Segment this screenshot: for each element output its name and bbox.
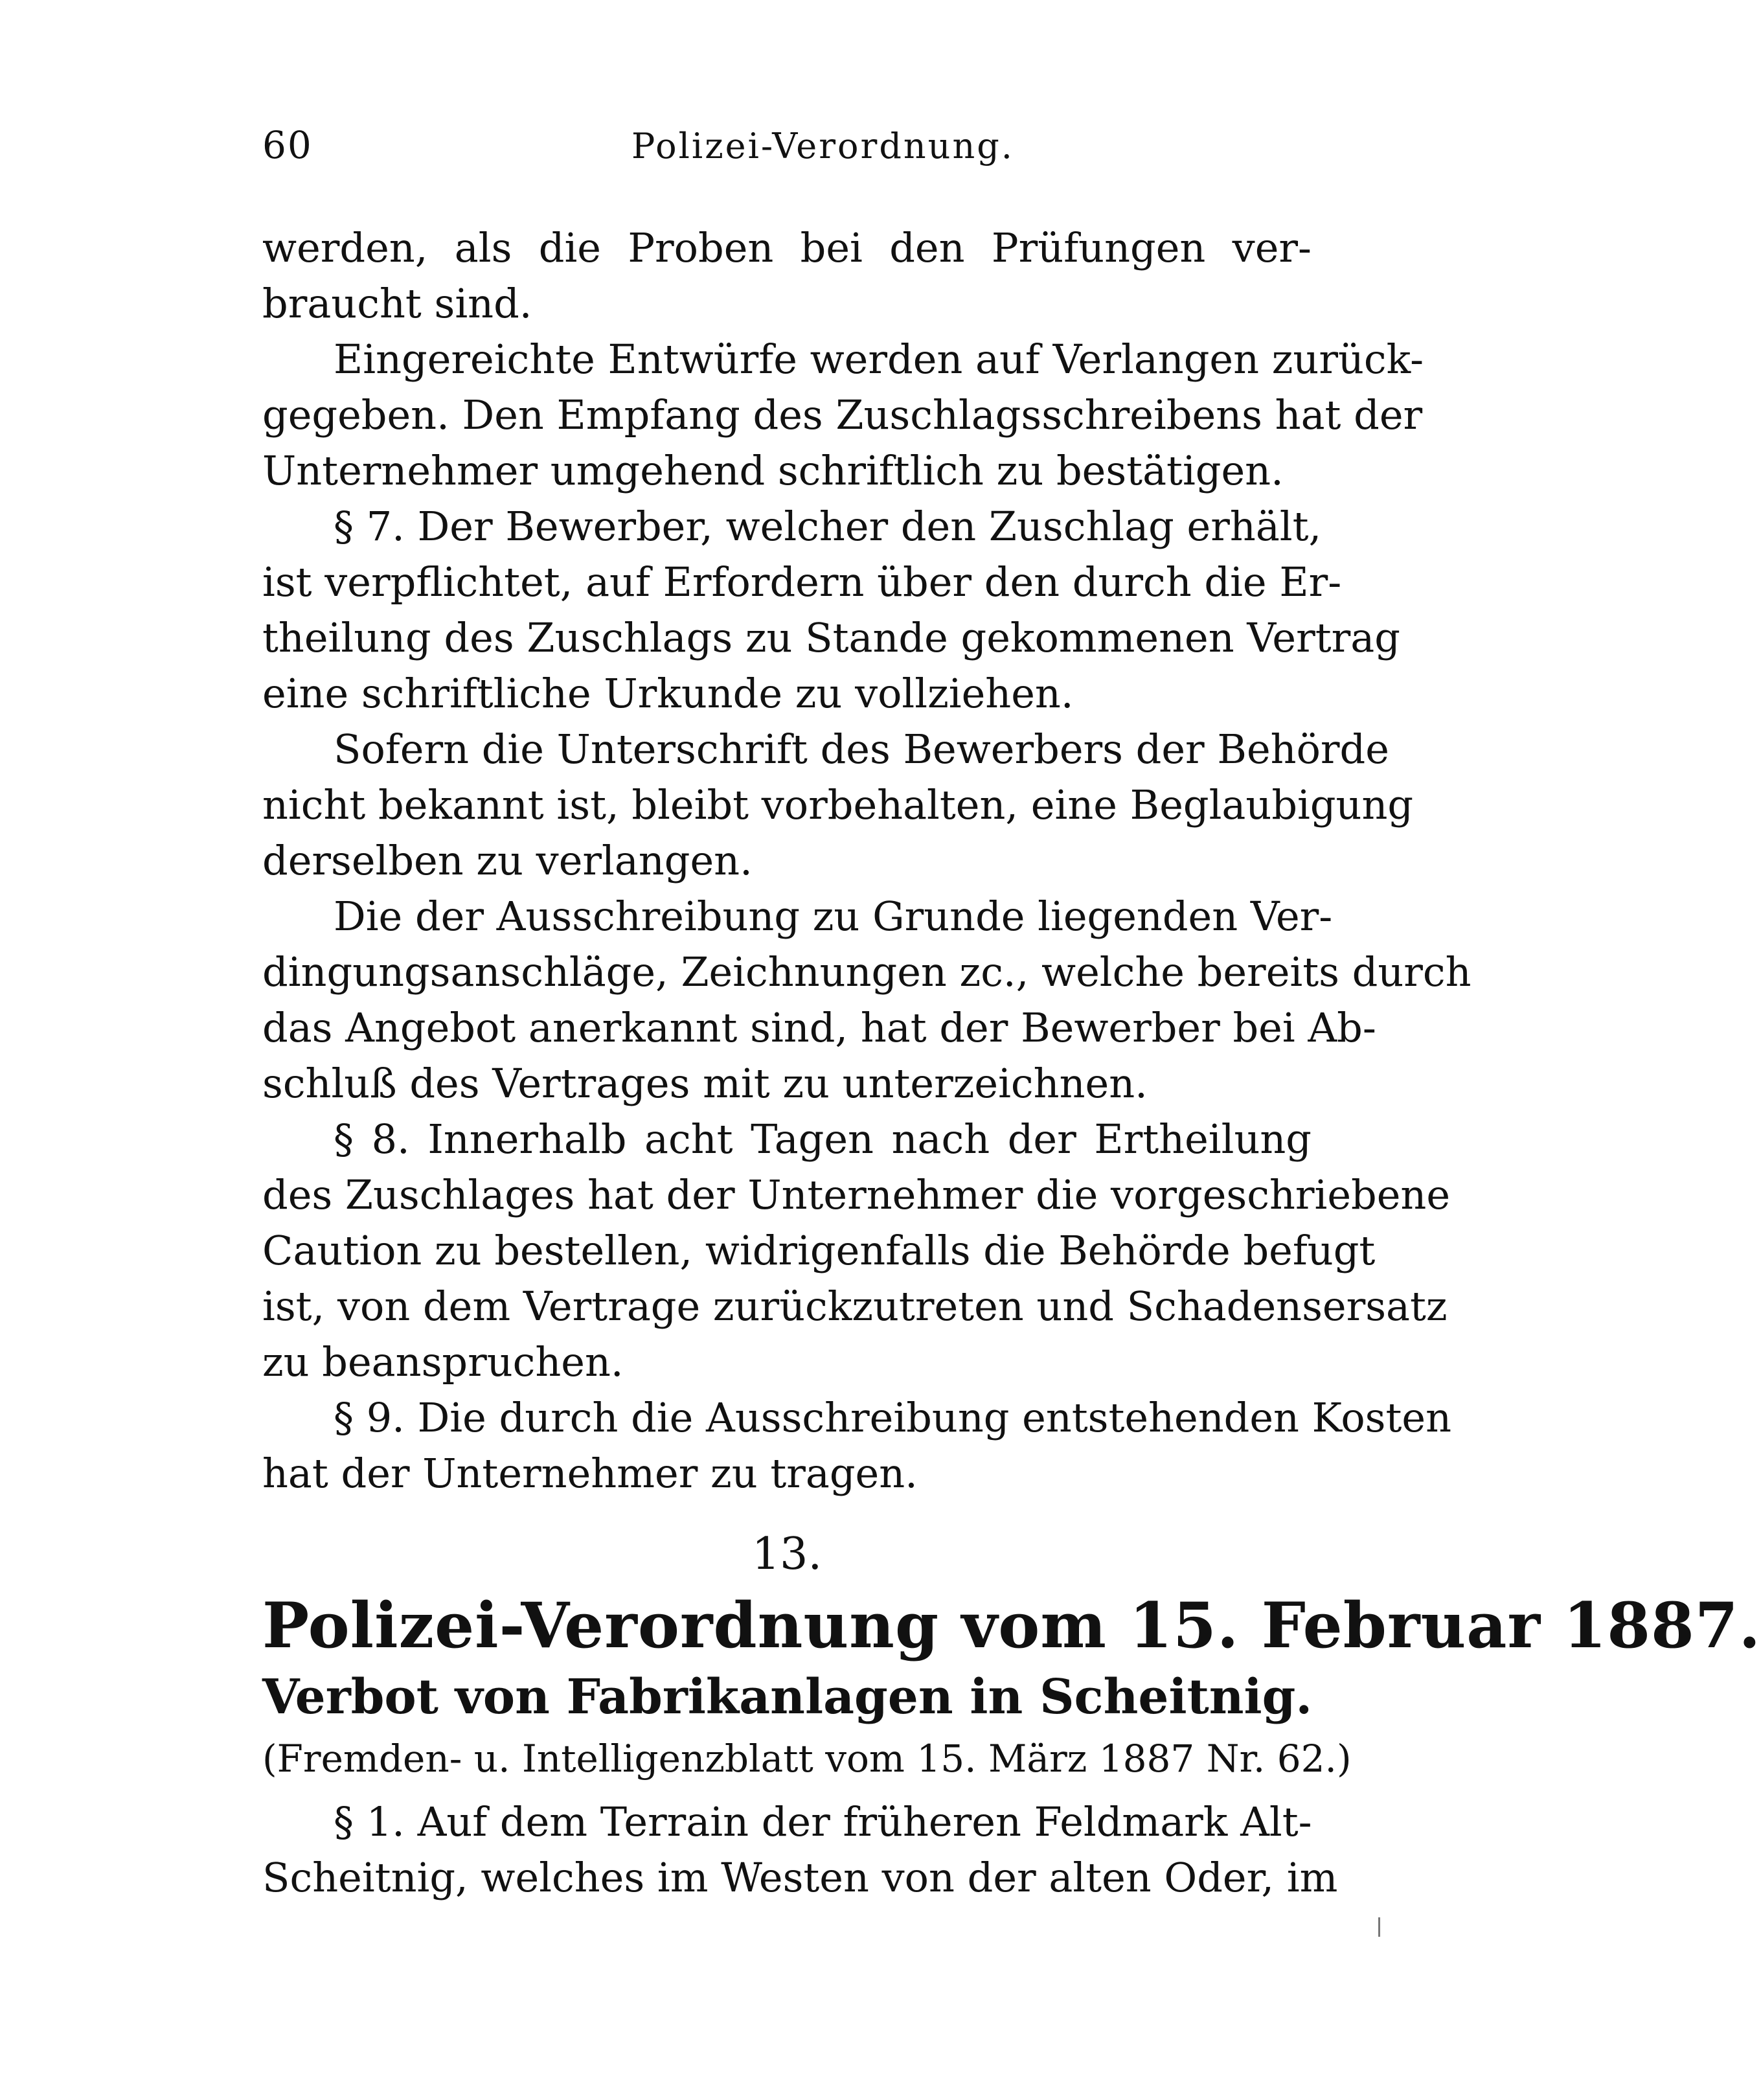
paragraph-8-start: § 8. Innerhalb acht Tagen nach der Ertheilung	[334, 1115, 1312, 1163]
section-title: Polizei-Verordnung vom 15. Februar 1887.	[262, 1589, 1761, 1662]
text-line: Sofern die Unterschrift des Bewerbers der Behörde	[334, 725, 1389, 773]
text-line: schluß des Vertrages mit zu unterzeichnen.	[262, 1060, 1148, 1107]
section-body	[262, 1794, 1338, 1906]
text-line: werden, als die Proben bei den Prüfungen ver-	[262, 224, 1312, 271]
margin-mark	[1378, 1917, 1380, 1937]
text-line: eine schriftliche Urkunde zu vollziehen.	[262, 670, 1074, 717]
text-line: gegeben. Den Empfang des Zuschlagsschreibens hat der	[262, 391, 1423, 439]
text-line: Eingereichte Entwürfe werden auf Verlangen zurück-	[334, 336, 1424, 383]
text-line: zu beanspruchen.	[262, 1338, 624, 1386]
section-subtitle: Verbot von Fabrikanlagen in Scheitnig.	[262, 1669, 1313, 1725]
text-line: Caution zu bestellen, widrigenfalls die Behörde befugt	[262, 1227, 1376, 1274]
text-line: Unternehmer umgehend schriftlich zu bestätigen.	[262, 447, 1284, 494]
page-number: 60	[262, 123, 313, 167]
text-line: derselben zu verlangen.	[262, 837, 753, 884]
text-line: ist verpflichtet, auf Erfordern über den durch die Er-	[262, 558, 1342, 606]
text-line: theilung des Zuschlags zu Stande gekommenen Vertrag	[262, 614, 1400, 661]
running-title: Polizei-Verordnung.	[631, 126, 1014, 166]
body-text	[262, 220, 1471, 1501]
section-number: 13.	[751, 1529, 823, 1580]
text-line: Scheitnig, welches im Westen von der alten Oder, im	[262, 1854, 1338, 1901]
text-line: dingungsanschläge, Zeichnungen zc., welche bereits durch	[262, 948, 1471, 996]
text-line: hat der Unternehmer zu tragen.	[262, 1450, 918, 1497]
paragraph-7-start: § 7. Der Bewerber, welcher den Zuschlag erhält,	[334, 503, 1322, 550]
page-header	[262, 123, 1312, 181]
text-line: des Zuschlages hat der Unternehmer die vorgeschriebene	[262, 1171, 1451, 1218]
text-line: das Angebot anerkannt sind, hat der Bewerber bei Ab-	[262, 1004, 1376, 1051]
section-source: (Fremden- u. Intelligenzblatt vom 15. März 1887 Nr. 62.)	[262, 1737, 1352, 1781]
paragraph-1-start: § 1. Auf dem Terrain der früheren Feldmark Alt-	[334, 1798, 1312, 1845]
text-line: braucht sind.	[262, 280, 532, 327]
text-line: Die der Ausschreibung zu Grunde liegenden Ver-	[334, 893, 1333, 940]
paragraph-9-start: § 9. Die durch die Ausschreibung entstehenden Kosten	[334, 1394, 1452, 1441]
text-line: ist, von dem Vertrage zurückzutreten und Schadensersatz	[262, 1283, 1448, 1330]
text-line: nicht bekannt ist, bleibt vorbehalten, eine Beglaubigung	[262, 781, 1414, 828]
